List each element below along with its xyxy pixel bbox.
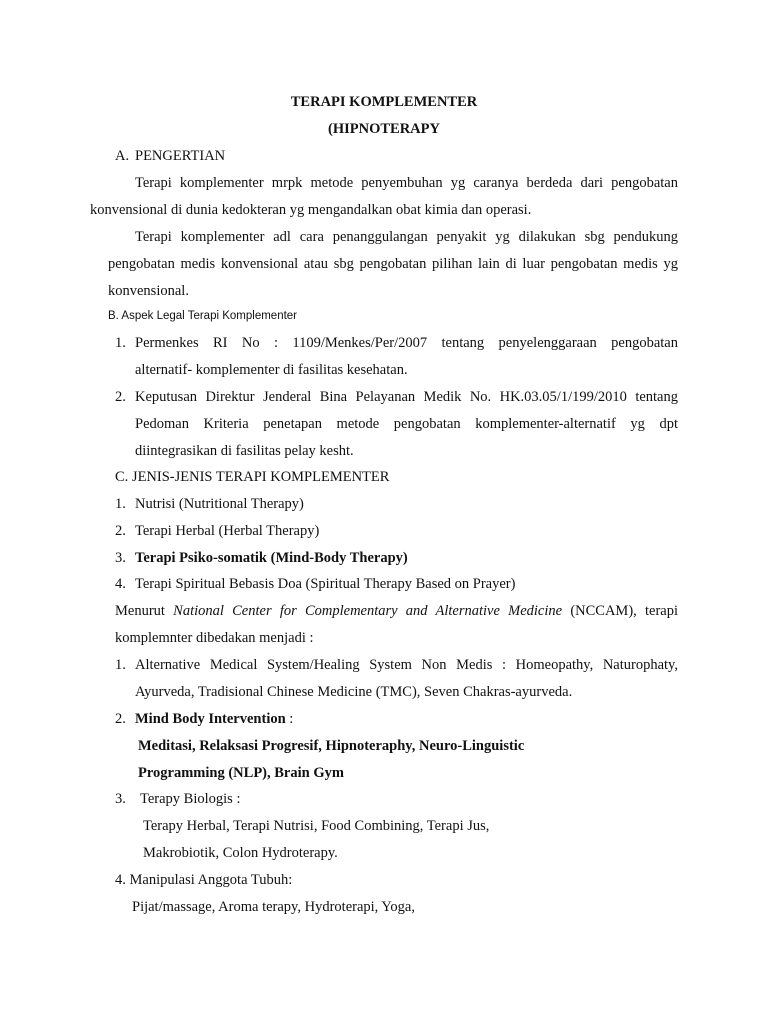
category-2-colon: : (285, 711, 294, 727)
category-3-line-1: Terapy Herbal, Terapi Nutrisi, Food Combining, Terapi Jus, (143, 818, 490, 834)
category-1-line-1: Alternative Medical System/Healing System Non Medis : Homeopathy, Naturophaty, (135, 657, 678, 673)
category-2-heading (135, 710, 293, 728)
category-2-title: Mind Body Intervention (135, 711, 286, 727)
nccam-prefix: Menurut (115, 603, 174, 619)
section-b-item-1-line-1: Permenkes RI No : 1109/Menkes/Per/2007 tentang penyelenggaraan pengobatan (135, 335, 678, 351)
nccam-line-1 (115, 602, 678, 620)
section-c-item-4-number: 4. (115, 576, 126, 592)
nccam-full-name: National Center for Complementary and Alternative Medicine (173, 603, 563, 619)
section-a-heading: PENGERTIAN (135, 148, 226, 164)
nccam-suffix: (NCCAM), terapi (562, 603, 678, 619)
section-a-paragraph-2-line-2: pengobatan medis konvensional atau sbg pengobatan pilihan lain di luar pengobatan medis yg (108, 256, 678, 272)
category-3-heading: Terapy Biologis : (140, 791, 241, 807)
section-b-item-2-line-3: diintegrasikan di fasilitas pelay kesht. (135, 443, 354, 459)
nccam-line-2: komplemnter dibedakan menjadi : (115, 630, 314, 646)
category-1-number: 1. (115, 657, 126, 673)
section-c-item-1-number: 1. (115, 496, 126, 512)
category-4-heading: 4. Manipulasi Anggota Tubuh: (115, 872, 293, 888)
category-2-number: 2. (115, 711, 126, 727)
category-2-line-1: Meditasi, Relaksasi Progresif, Hipnoteraphy, Neuro-Linguistic (138, 738, 525, 754)
section-a-number: A. (115, 148, 130, 164)
section-a-paragraph-2-line-3: konvensional. (108, 283, 189, 299)
section-c-heading: C. JENIS-JENIS TERAPI KOMPLEMENTER (115, 469, 390, 485)
category-2-line-2: Programming (NLP), Brain Gym (138, 765, 344, 781)
category-4-line-1: Pijat/massage, Aroma terapy, Hydroterapi, Yoga, (132, 899, 415, 915)
section-c-item-2-number: 2. (115, 523, 126, 539)
section-b-item-2-line-2: Pedoman Kriteria penetapan metode pengobatan komplementer-alternatif yg dpt (135, 416, 678, 432)
section-a-paragraph-1-line-2: konvensional di dunia kedokteran yg mengandalkan obat kimia dan operasi. (90, 202, 532, 218)
title-line-1: TERAPI KOMPLEMENTER (290, 94, 478, 110)
section-b-item-1-line-2: alternatif- komplementer di fasilitas kesehatan. (135, 362, 408, 378)
section-b-item-2-number: 2. (115, 389, 126, 405)
section-c-item-1-text: Nutrisi (Nutritional Therapy) (135, 496, 304, 512)
section-b-item-1-number: 1. (115, 335, 126, 351)
section-a-paragraph-2-line-1: Terapi komplementer adl cara penanggulangan penyakit yg dilakukan sbg pendukung (135, 229, 678, 245)
section-b-item-2-line-1: Keputusan Direktur Jenderal Bina Pelayanan Medik No. HK.03.05/1/199/2010 tentang (135, 389, 678, 405)
section-c-item-3-number: 3. (115, 550, 126, 566)
category-1-line-2: Ayurveda, Tradisional Chinese Medicine (TMC), Seven Chakras-ayurveda. (135, 684, 573, 700)
section-c-item-4-text: Terapi Spiritual Bebasis Doa (Spiritual Therapy Based on Prayer) (135, 576, 516, 592)
section-a-paragraph-1-line-1: Terapi komplementer mrpk metode penyembuhan yg caranya berdeda dari pengobatan (135, 175, 678, 191)
section-b-heading: B. Aspek Legal Terapi Komplementer (108, 310, 298, 322)
section-c-item-3-text: Terapi Psiko-somatik (Mind-Body Therapy) (135, 550, 408, 566)
category-3-line-2: Makrobiotik, Colon Hydroterapy. (143, 845, 338, 861)
section-c-item-2-text: Terapi Herbal (Herbal Therapy) (135, 523, 320, 539)
title-line-2: (HIPNOTERAPY (328, 121, 440, 137)
category-3-number: 3. (115, 791, 126, 807)
